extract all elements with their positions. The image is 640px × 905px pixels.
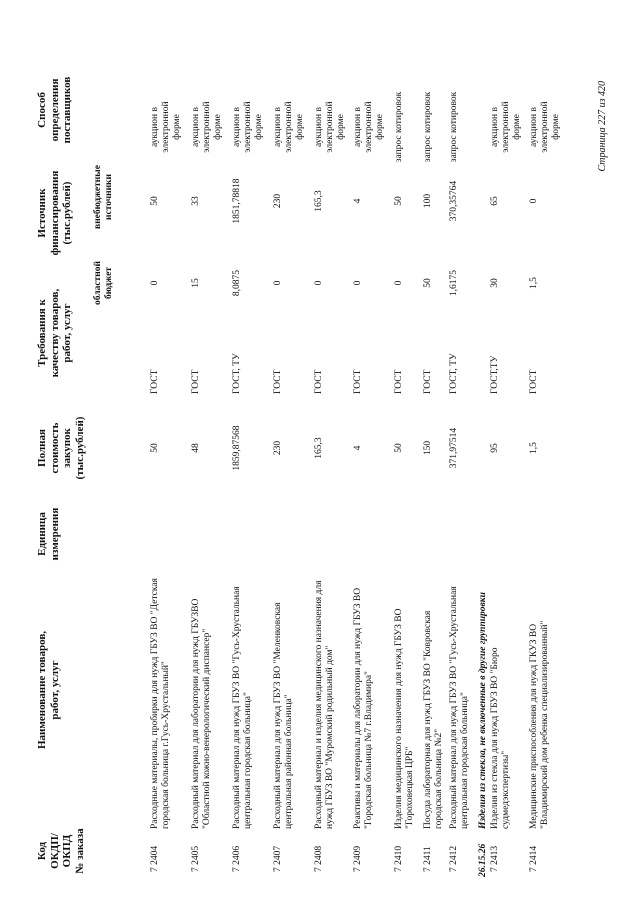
header-line: (тыс.рублей) <box>61 181 73 245</box>
extrabudgetary: 370,35764 <box>449 180 459 222</box>
order-code: 7 2412 <box>449 845 459 872</box>
regional-budget: 1,5 <box>529 277 539 289</box>
quality-requirements: ГОСТ,ТУ <box>490 355 500 394</box>
procurement-method: аукцион в электронной форме <box>191 101 223 153</box>
order-code: 7 2410 <box>394 845 404 872</box>
procurement-method: запрос котировок <box>423 91 433 163</box>
header-line: измерения <box>48 507 61 561</box>
header-method <box>36 65 74 155</box>
item-name: Расходные материалы, пробирки для нужд ГБУЗ ВО "Детская городская больница г.Гусь-Хрустальный" <box>150 578 171 829</box>
procurement-method: аукцион в электронной форме <box>353 101 385 153</box>
order-code: 7 2407 <box>273 845 283 872</box>
header-funding-regional <box>93 251 114 315</box>
header-line: источники <box>103 174 114 220</box>
total-cost: 50 <box>394 443 404 453</box>
item-name: Медицинские приспособления для нужд ГКУЗ ВО "Владимирский дом ребенка специализированный" <box>529 620 550 829</box>
extrabudgetary: 165,3 <box>314 190 324 212</box>
extrabudgetary: 4 <box>353 198 363 204</box>
header-funding <box>36 158 74 268</box>
total-cost: 95 <box>490 443 500 453</box>
quality-requirements: ГОСТ, ТУ <box>232 353 242 394</box>
total-cost: 1,5 <box>529 442 539 454</box>
procurement-method: аукцион в электронной форме <box>490 101 522 153</box>
order-code: 7 2404 <box>150 845 160 872</box>
header-line: Способ <box>36 92 48 128</box>
item-name: Расходный материал для нужд ГБУЗ ВО "Меленковская центральная районная больница" <box>273 602 294 829</box>
regional-budget: 0 <box>314 280 324 286</box>
procurement-method: аукцион в электронной форме <box>529 101 561 153</box>
procurement-method: аукцион в электронной форме <box>232 101 264 153</box>
header-line: поставщиков <box>61 76 73 144</box>
header-line: бюджет <box>103 267 114 299</box>
regional-budget: 0 <box>353 280 363 286</box>
regional-budget: 0 <box>394 280 404 286</box>
order-code: 7 2414 <box>529 845 539 872</box>
quality-requirements: ГОСТ <box>529 369 539 394</box>
header-line: качеству товаров, <box>48 288 61 378</box>
quality-requirements: ГОСТ, ТУ <box>449 353 459 394</box>
header-code <box>36 825 86 877</box>
extrabudgetary: 50 <box>394 196 404 206</box>
header-line: работ, услуг <box>61 303 73 363</box>
quality-requirements: ГОСТ <box>150 369 160 394</box>
header-line: Код <box>36 841 48 861</box>
quality-requirements: ГОСТ <box>191 369 201 394</box>
order-code: 7 2408 <box>314 845 324 872</box>
header-line: работ, услуг <box>48 660 61 720</box>
group-code: 26.15.26 <box>478 843 488 877</box>
header-line: (тыс.рублей) <box>73 416 86 480</box>
quality-requirements: ГОСТ <box>314 369 324 394</box>
extrabudgetary: 100 <box>423 193 433 209</box>
header-unit <box>36 498 61 570</box>
order-code: 7 2406 <box>232 845 242 872</box>
header-line: Источник <box>36 188 48 238</box>
extrabudgetary: 230 <box>273 193 283 209</box>
item-name: Посуда лабораторная для нужд ГБУЗ ВО "Ковровская городская больница №2" <box>423 610 444 829</box>
header-line: ОКПД <box>61 834 73 868</box>
item-name: Изделия из стекла для нужд ГБУЗ ВО "Бюро судмедэкспертизы" <box>490 647 511 829</box>
total-cost: 230 <box>273 440 283 456</box>
procurement-method: запрос котировок <box>449 91 459 163</box>
item-name: Расходный материал для нужд ГБУЗ ВО "Гусь-Хрустальная центральная городская больница" <box>449 586 470 829</box>
regional-budget: 1,6175 <box>449 269 459 297</box>
total-cost: 150 <box>423 440 433 456</box>
header-line: внебюджетные <box>93 165 103 229</box>
regional-budget: 8,0875 <box>232 269 242 297</box>
extrabudgetary: 33 <box>191 196 201 206</box>
regional-budget: 30 <box>490 278 500 288</box>
extrabudgetary: 0 <box>529 198 539 204</box>
procurement-method: аукцион в электронной форме <box>314 101 346 153</box>
header-line: Требования к <box>36 299 48 367</box>
quality-requirements: ГОСТ <box>353 369 363 394</box>
regional-budget: 15 <box>191 278 201 288</box>
procurement-method: аукцион в электронной форме <box>273 101 305 153</box>
total-cost: 371,97514 <box>449 427 459 469</box>
page-number: Страница 227 из 420 <box>597 81 608 172</box>
header-total <box>36 406 86 490</box>
total-cost: 1859,87568 <box>232 425 242 471</box>
item-name: Расходный материал для нужд ГБУЗ ВО "Гусь-Хрустальная центральная городская больница" <box>232 586 253 829</box>
header-name <box>36 615 61 765</box>
extrabudgetary: 50 <box>150 196 160 206</box>
header-line: закупок <box>61 428 73 468</box>
order-code: 7 2413 <box>490 845 500 872</box>
header-line: Полная <box>36 429 48 467</box>
total-cost: 4 <box>353 445 363 451</box>
quality-requirements: ГОСТ <box>423 369 433 394</box>
regional-budget: 0 <box>273 280 283 286</box>
quality-requirements: ГОСТ <box>394 369 404 394</box>
item-name: Расходный материал и изделия медицинского назначения для нужд ГБУЗ ВО "Муромский родильный дом" <box>314 580 335 829</box>
header-line: финансирования <box>48 170 61 256</box>
procurement-method: аукцион в электронной форме <box>150 101 182 153</box>
group-name: Изделия из стекла, не включенные в другие группировки <box>478 592 488 829</box>
regional-budget: 0 <box>150 280 160 286</box>
order-code: 7 2405 <box>191 845 201 872</box>
order-code: 7 2409 <box>353 845 363 872</box>
header-funding-extra <box>93 159 114 235</box>
extrabudgetary: 65 <box>490 196 500 206</box>
header-line: ОКДП/ <box>48 833 61 869</box>
header-line: стоимость <box>48 422 61 474</box>
item-name: Реактивы и материалы для лаборатории для нужд ГБУЗ ВО "Городская больница №7 г.Владимира" <box>353 587 374 829</box>
item-name: Изделия медицинского назначения для нужд ГБУЗ ВО "Гороховецкая ЦРБ" <box>394 608 415 829</box>
extrabudgetary: 1851,78818 <box>232 178 242 224</box>
header-line: Единица <box>36 512 48 556</box>
total-cost: 50 <box>150 443 160 453</box>
header-line: № заказа <box>73 828 86 874</box>
item-name: Расходный материал для лаборатории для нужд ГБУЗВО "Областной кожно-венерологический диспансер" <box>191 598 212 829</box>
quality-requirements: ГОСТ <box>273 369 283 394</box>
header-line: областной <box>93 261 103 305</box>
header-line: Наименование товаров, <box>36 630 48 750</box>
regional-budget: 50 <box>423 278 433 288</box>
total-cost: 165,3 <box>314 437 324 459</box>
order-code: 7 2411 <box>423 846 433 872</box>
header-requirements <box>36 277 74 389</box>
total-cost: 48 <box>191 443 201 453</box>
procurement-method: запрос котировок <box>394 91 404 163</box>
header-line: определения <box>48 78 61 142</box>
